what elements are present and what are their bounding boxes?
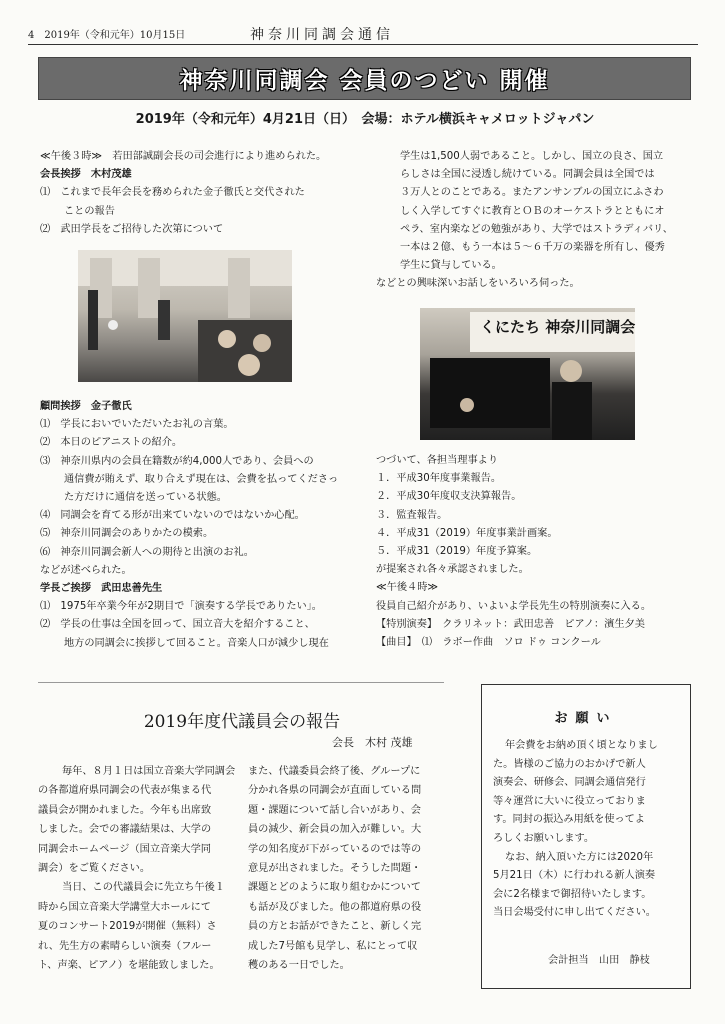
text-line: 時から国立音楽大学講堂大ホールにて xyxy=(38,901,211,913)
text-line: ⑷ 同調会を育てる形が出来ていないのではないか心配。 xyxy=(40,510,305,522)
header-rule xyxy=(28,44,698,45)
right-column-top xyxy=(376,148,673,294)
text-line: 5月21日（木）に行われる新人演奏 xyxy=(493,870,656,882)
performance-photo xyxy=(420,308,635,440)
text-line: 成した7号館も見学し、私にとって収 xyxy=(248,940,418,952)
newsletter-title: 神奈川同調会通信 xyxy=(250,27,394,43)
text-line: ことの報告 xyxy=(64,205,115,217)
text-line: も話が及びました。他の都道府県の役 xyxy=(248,901,422,913)
text-line: 当日、この代議員会に先立ち午後１ xyxy=(62,882,225,894)
text-line: などとの興味深いお話しをいろいろ伺った。 xyxy=(376,278,580,290)
date-venue: 2019年（令和元年）4月21日（日） 会場：ホテル横浜キャメロットジャパン xyxy=(135,112,595,127)
text-line: 課題とどのように取り組むかについて xyxy=(248,882,421,894)
article-banner xyxy=(38,57,691,100)
text-line: 員の方とお話ができたこと、新しく完 xyxy=(248,921,422,933)
text-line: ⑸ 神奈川同調会のありかたの模索。 xyxy=(40,528,214,540)
text-line: ３万人とのことである。またアンサンブルの国立にふさわ xyxy=(400,187,664,199)
text-line: らしさは全国に浸透し続けている。同調会員は全国では xyxy=(400,169,655,181)
text-line: などが述べられた。 xyxy=(40,564,132,576)
text-line: 地方の同調会に挨拶して回ること。音楽人口が減少し現在 xyxy=(64,637,329,649)
text-line: 【曲目】 ⑴ ラボー作曲 ソロ ドゥ コンクール xyxy=(376,637,601,649)
text-line: が提案され各々承認されました。 xyxy=(376,564,529,576)
text-line: なお、納入頂いた方には2020年 xyxy=(505,851,654,863)
text-line: 一本は２億、もう一本は５～６千万の楽器を所有し、優秀 xyxy=(400,242,665,254)
text-line: ペラ、室内楽などの勉強があり、大学ではストラディバリ、 xyxy=(400,223,673,235)
text-line: ろしくお願いします。 xyxy=(493,832,595,844)
text-line: ⑹ 神奈川同調会新人への期待と出演のお礼。 xyxy=(40,546,254,558)
text-line: 同調会ホームページ（国立音楽大学同 xyxy=(38,843,211,855)
text-line: 演奏会、研修会、同調会通信発行 xyxy=(493,777,646,789)
text-line: 議員会が開かれました。今年も出席致 xyxy=(38,804,212,816)
text-line: 夏のコンサート2019が開催（無料）さ xyxy=(38,921,217,933)
banner-sign-text: くにたち 神奈川同調会 xyxy=(480,318,636,336)
notice-title: お願い xyxy=(554,711,618,726)
text-line: ≪午後４時≫ xyxy=(376,582,439,594)
text-line: 毎年、８月１日は国立音楽大学同調会 xyxy=(62,766,236,777)
text-line: ⑴ 1975年卒業今年が2期目で「演奏する学長でありたい」。 xyxy=(40,601,322,613)
text-line: 学の知名度が下がっているのでは等の xyxy=(248,843,422,855)
report-column-1 xyxy=(38,762,235,975)
article-title: 神奈川同調会 会員のつどい 開催 xyxy=(179,68,550,94)
right-column-bottom xyxy=(376,452,651,652)
text-line: つづいて、各担当理事より xyxy=(376,455,499,466)
text-line: た。皆様のご協力のおかげで新人 xyxy=(493,758,646,770)
meeting-photo xyxy=(78,250,292,382)
text-line: す。同封の振込み用紙を使ってよ xyxy=(493,814,645,826)
agenda-item: ４．平成31（2019）年度事業計画案。 xyxy=(376,527,558,539)
text-line: 会に2名様まで御招待いたします。 xyxy=(493,888,652,900)
text-line: しく入学してすぐに教育とＯＢのオーケストラとともにオ xyxy=(400,205,665,217)
section-heading: 学長ご挨拶 武田忠善先生 xyxy=(40,583,163,595)
text-line: ⑴ 学長においでいただいたお礼の言葉。 xyxy=(40,419,234,431)
text-line: ≪午後３時≫ 若田部誠副会長の司会進行により進められた。 xyxy=(40,151,327,162)
agenda-item: １．平成30年度事業報告。 xyxy=(376,473,502,485)
text-line: ⑶ 神奈川県内の会員在籍数が約4,000人であり、会員への xyxy=(40,455,314,467)
text-line: 【特別演奏】 クラリネット：武田忠善 ピアノ：濱生夕美 xyxy=(376,618,645,630)
agenda-item: ２．平成30年度収支決算報告。 xyxy=(376,491,522,503)
agenda-item: ５．平成31（2019）年度予算案。 xyxy=(376,546,538,558)
text-line: 題・課題について話し合いがあり、会 xyxy=(248,804,421,816)
text-line: 役員自己紹介があり、いよいよ学長先生の特別演奏に入る。 xyxy=(376,600,652,612)
report-title: 2019年度代議員会の報告 xyxy=(143,712,341,732)
text-line: ⑵ 学長の仕事は全国を回って、国立音大を紹介すること、 xyxy=(40,619,315,631)
text-line: しました。会での審議結果は、大学の xyxy=(38,824,212,836)
section-heading: 会長挨拶 木村茂雄 xyxy=(40,169,132,181)
section-divider xyxy=(38,682,444,683)
report-column-2 xyxy=(248,762,421,975)
left-column-top xyxy=(40,148,326,239)
notice-signature: 会計担当 山田 静枝 xyxy=(548,955,650,966)
text-line: ⑵ 武田学長をご招待した次第について xyxy=(40,223,224,235)
notice-box xyxy=(481,684,691,989)
page-date-header: 4 2019年（令和元年）10月15日 xyxy=(28,30,186,41)
text-line: 調会）をご覧ください。 xyxy=(38,863,151,875)
text-line: 意見が出されました。そうした問題・ xyxy=(248,863,422,875)
agenda-item: ３．監査報告。 xyxy=(376,509,448,521)
text-line: 学生は1,500人弱であること。しかし、国立の良さ、国立 xyxy=(400,151,664,162)
text-line: 分かれ各県の同調会が直面している問 xyxy=(248,785,422,797)
text-line: の各都道府県同調会の代表が集まる代 xyxy=(38,785,212,797)
text-line: また、代議委員会終了後、グループに xyxy=(248,766,421,777)
text-line: 通信費が賄えず、取り合えず現在は、会費を払ってくださっ xyxy=(64,473,339,485)
text-line: ト、声楽、ピアノ）を堪能致しました。 xyxy=(38,960,220,972)
text-line: 当日会場受付に申し出てください。 xyxy=(493,907,656,919)
report-author: 会長 木村 茂雄 xyxy=(332,736,413,749)
text-line: 等々運営に大いに役立っておりま xyxy=(493,795,646,807)
text-line: ⑴ これまで長年会長を務められた金子徹氏と交代された xyxy=(40,187,305,199)
text-line: ⑵ 本日のピアニストの紹介。 xyxy=(40,437,183,449)
text-line: 員の減少、新会員の加入が難しい。大 xyxy=(248,824,422,836)
text-line: た方だけに通信を送っている状態。 xyxy=(64,492,227,504)
text-line: れ、先生方の素晴らしい演奏（フルー xyxy=(38,940,212,952)
section-heading: 顧問挨拶 金子徹氏 xyxy=(40,401,132,412)
text-line: 穫のある一日でした。 xyxy=(248,960,350,972)
text-line: 学生に貸与している。 xyxy=(400,260,502,272)
notice-text xyxy=(493,737,658,923)
text-line: 年会費をお納め頂く頃となりまし xyxy=(505,740,658,751)
left-column-bottom xyxy=(40,398,338,653)
